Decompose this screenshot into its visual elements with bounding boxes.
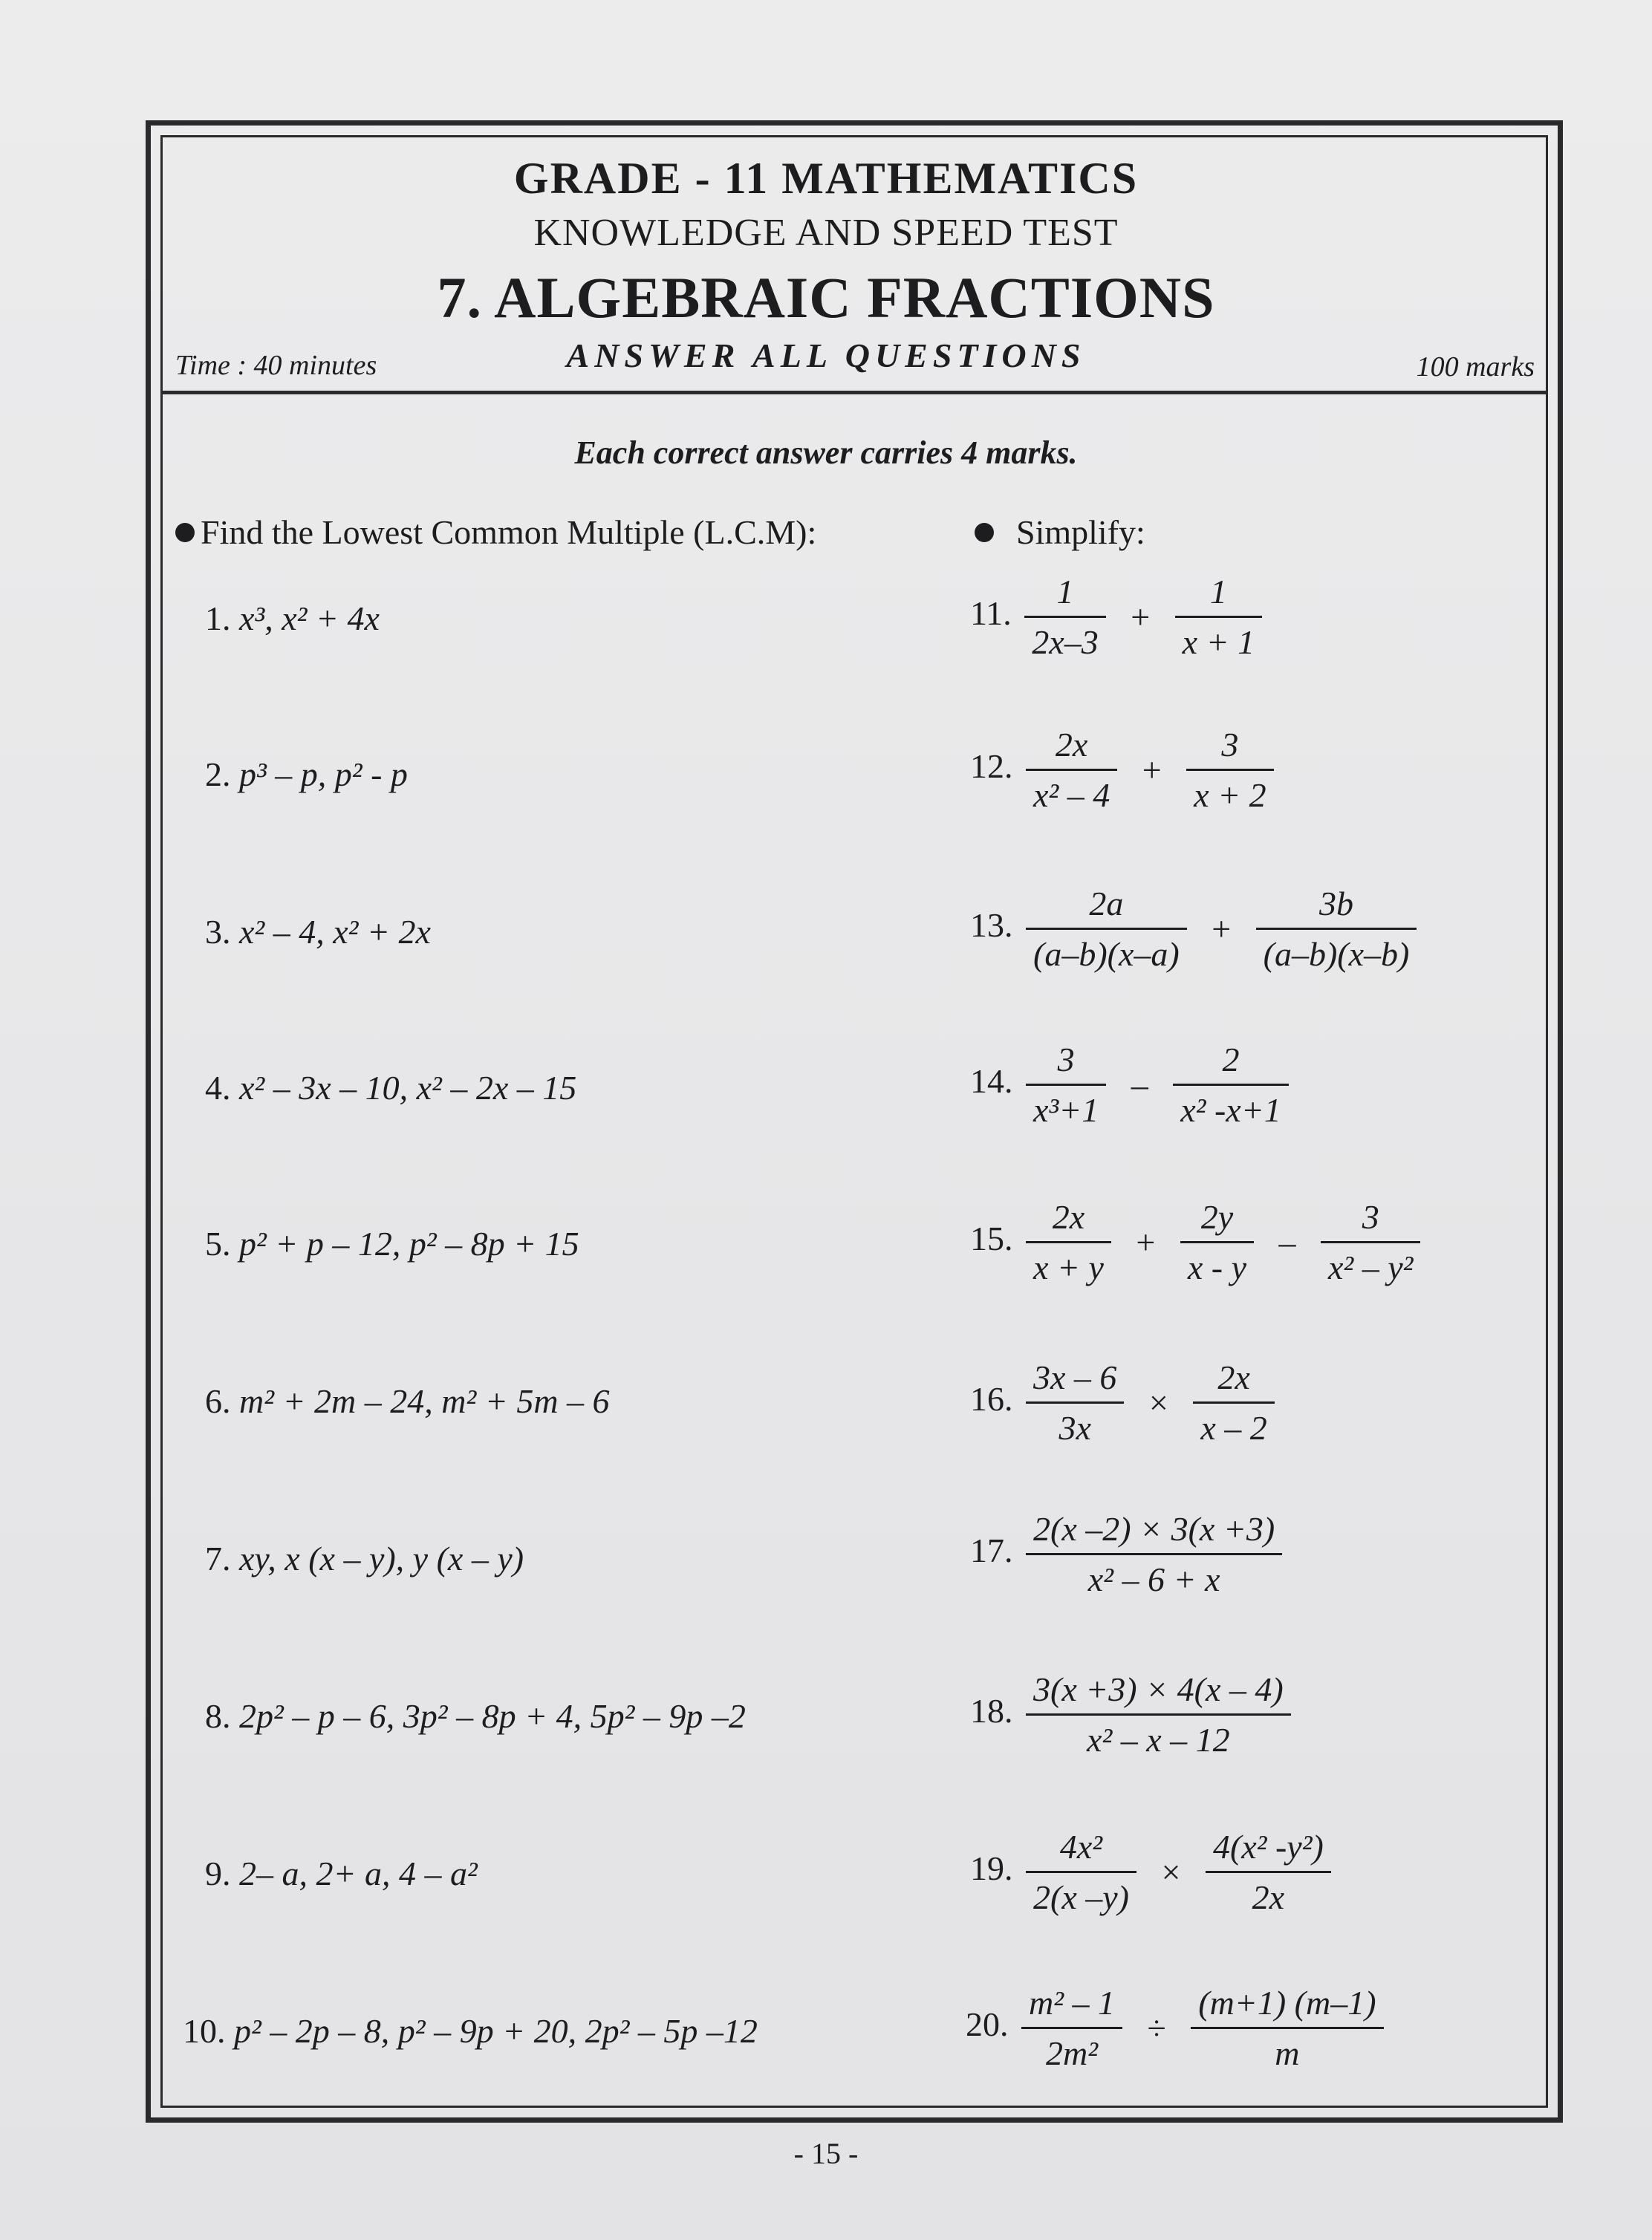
question-number: 9. (205, 1855, 231, 1892)
operator: + (1136, 1223, 1156, 1261)
fraction (1026, 884, 1187, 974)
numerator: 2y (1180, 1197, 1254, 1243)
question-number: 11. (970, 594, 1012, 633)
numerator: 2x (1026, 1197, 1111, 1243)
numerator: 2 (1173, 1040, 1288, 1086)
time-allowed: Time : 40 minutes (175, 350, 377, 381)
simplify-section-heading (975, 512, 1145, 552)
numerator: 3 (1186, 725, 1273, 771)
fraction (1256, 884, 1417, 974)
question-number: 16. (970, 1380, 1013, 1419)
inner-border (160, 135, 1548, 2108)
question-number: 20. (966, 2005, 1009, 2044)
denominator: 2(x –y) (1033, 1878, 1129, 1916)
operator: + (1131, 598, 1151, 636)
numerator: 3b (1256, 884, 1417, 930)
denominator: x – 2 (1200, 1409, 1267, 1447)
question-15 (970, 1197, 1425, 1287)
fraction (1026, 1358, 1124, 1448)
fraction (1321, 1197, 1420, 1287)
denominator: 2x–3 (1032, 623, 1099, 661)
simplify-instruction: Simplify: (1016, 513, 1145, 551)
numerator: 2x (1026, 725, 1117, 771)
numerator: 3x – 6 (1026, 1358, 1124, 1404)
question-6 (205, 1381, 610, 1421)
question-number: 10. (183, 2012, 226, 2050)
question-4 (205, 1068, 576, 1107)
question-9 (205, 1854, 478, 1893)
question-number: 6. (205, 1382, 231, 1420)
lcm-instruction: Find the Lowest Common Multiple (L.C.M): (201, 513, 817, 551)
denominator: x + 2 (1194, 776, 1266, 814)
question-text: x³, x² + 4x (239, 599, 380, 637)
numerator: 4x² (1026, 1827, 1136, 1873)
question-1 (205, 599, 380, 638)
operator: ÷ (1147, 2009, 1166, 2047)
denominator: 3x (1058, 1409, 1091, 1447)
question-17 (970, 1509, 1287, 1599)
denominator: x + 1 (1182, 623, 1255, 661)
numerator: 4(x² -y²) (1206, 1827, 1331, 1873)
question-number: 17. (970, 1531, 1013, 1570)
fraction (1206, 1827, 1331, 1917)
question-text: x² – 4, x² + 2x (239, 913, 431, 951)
question-12 (970, 725, 1278, 815)
bullet-icon (175, 523, 195, 542)
question-number: 19. (970, 1849, 1013, 1888)
fraction (1191, 1983, 1383, 2073)
operator: + (1142, 751, 1162, 789)
fraction (1021, 1983, 1122, 2073)
question-number: 3. (205, 913, 231, 951)
question-number: 5. (205, 1225, 231, 1263)
question-16 (970, 1358, 1279, 1448)
question-text: p² + p – 12, p² – 8p + 15 (239, 1225, 579, 1263)
question-text: m² + 2m – 24, m² + 5m – 6 (239, 1382, 610, 1420)
question-19 (970, 1827, 1336, 1917)
fraction (1173, 1040, 1288, 1130)
denominator: x² – 6 + x (1087, 1560, 1220, 1598)
denominator: x + y (1033, 1248, 1104, 1286)
fraction (1186, 725, 1273, 815)
fraction (1026, 1670, 1291, 1759)
denominator: x - y (1187, 1248, 1246, 1286)
fraction (1026, 1040, 1106, 1130)
question-number: 13. (970, 906, 1013, 945)
question-number: 7. (205, 1540, 231, 1578)
question-text: p³ – p, p² - p (239, 755, 408, 793)
operator: + (1212, 910, 1232, 948)
total-marks: 100 marks (1416, 351, 1535, 382)
numerator: 1 (1175, 572, 1262, 618)
instruction-line: ANSWER ALL QUESTIONS (566, 336, 1086, 374)
question-number: 14. (970, 1062, 1013, 1101)
question-number: 1. (205, 599, 231, 637)
question-text: p² – 2p – 8, p² – 9p + 20, 2p² – 5p –12 (234, 2012, 758, 2050)
denominator: x² – x – 12 (1087, 1721, 1230, 1759)
question-text: xy, x (x – y), y (x – y) (239, 1540, 524, 1578)
question-20 (966, 1983, 1388, 2073)
question-5 (205, 1224, 579, 1263)
question-text: x² – 3x – 10, x² – 2x – 15 (239, 1069, 577, 1107)
question-number: 4. (205, 1069, 231, 1107)
marks-note: Each correct answer carries 4 marks. (574, 434, 1078, 471)
question-11 (970, 572, 1266, 662)
question-text: 2p² – p – 6, 3p² – 8p + 4, 5p² – 9p –2 (239, 1697, 746, 1735)
grade-heading: GRADE - 11 MATHEMATICS (513, 154, 1139, 203)
numerator: 2a (1026, 884, 1187, 930)
question-number: 15. (970, 1220, 1013, 1258)
numerator: 3(x +3) × 4(x – 4) (1026, 1670, 1291, 1716)
question-13 (970, 884, 1421, 974)
fraction (1026, 1509, 1282, 1599)
denominator: m (1275, 2034, 1300, 2072)
fraction (1193, 1358, 1274, 1448)
fraction (1026, 1197, 1111, 1287)
numerator: 2x (1193, 1358, 1274, 1404)
bullet-icon (975, 523, 994, 542)
question-text: 2– a, 2+ a, 4 – a² (239, 1855, 478, 1892)
fraction (1026, 725, 1117, 815)
question-number: 8. (205, 1697, 231, 1735)
question-number: 2. (205, 755, 231, 793)
denominator: x² -x+1 (1180, 1091, 1281, 1129)
question-number: 18. (970, 1692, 1013, 1731)
numerator: m² – 1 (1021, 1983, 1122, 2029)
numerator: 3 (1321, 1197, 1420, 1243)
denominator: (a–b)(x–b) (1263, 935, 1410, 973)
operator: – (1278, 1223, 1296, 1261)
question-2 (205, 755, 408, 794)
fraction (1175, 572, 1262, 662)
question-7 (205, 1539, 524, 1578)
denominator: x³+1 (1033, 1091, 1099, 1129)
question-14 (970, 1040, 1293, 1130)
denominator: 2m² (1046, 2034, 1099, 2072)
lcm-section-heading (175, 512, 816, 552)
question-10 (183, 2011, 758, 2051)
header-divider (160, 391, 1548, 394)
operator: × (1148, 1384, 1168, 1422)
question-3 (205, 912, 431, 951)
numerator: 2(x –2) × 3(x +3) (1026, 1509, 1282, 1555)
operator: – (1131, 1066, 1148, 1104)
page-number: - 15 - (793, 2137, 859, 2170)
numerator: (m+1) (m–1) (1191, 1983, 1383, 2029)
operator: × (1161, 1853, 1181, 1891)
question-number: 12. (970, 747, 1013, 786)
numerator: 3 (1026, 1040, 1106, 1086)
fraction (1024, 572, 1105, 662)
test-subtitle: KNOWLEDGE AND SPEED TEST (533, 212, 1119, 254)
question-8 (205, 1696, 746, 1736)
fraction (1026, 1827, 1136, 1917)
denominator: x² – y² (1327, 1248, 1414, 1286)
denominator: 2x (1252, 1878, 1285, 1916)
page-title: 7. ALGEBRAIC FRACTIONS (437, 265, 1215, 330)
denominator: (a–b)(x–a) (1033, 935, 1180, 973)
question-18 (970, 1670, 1295, 1759)
numerator: 1 (1024, 572, 1105, 618)
fraction (1180, 1197, 1254, 1287)
denominator: x² – 4 (1033, 776, 1110, 814)
